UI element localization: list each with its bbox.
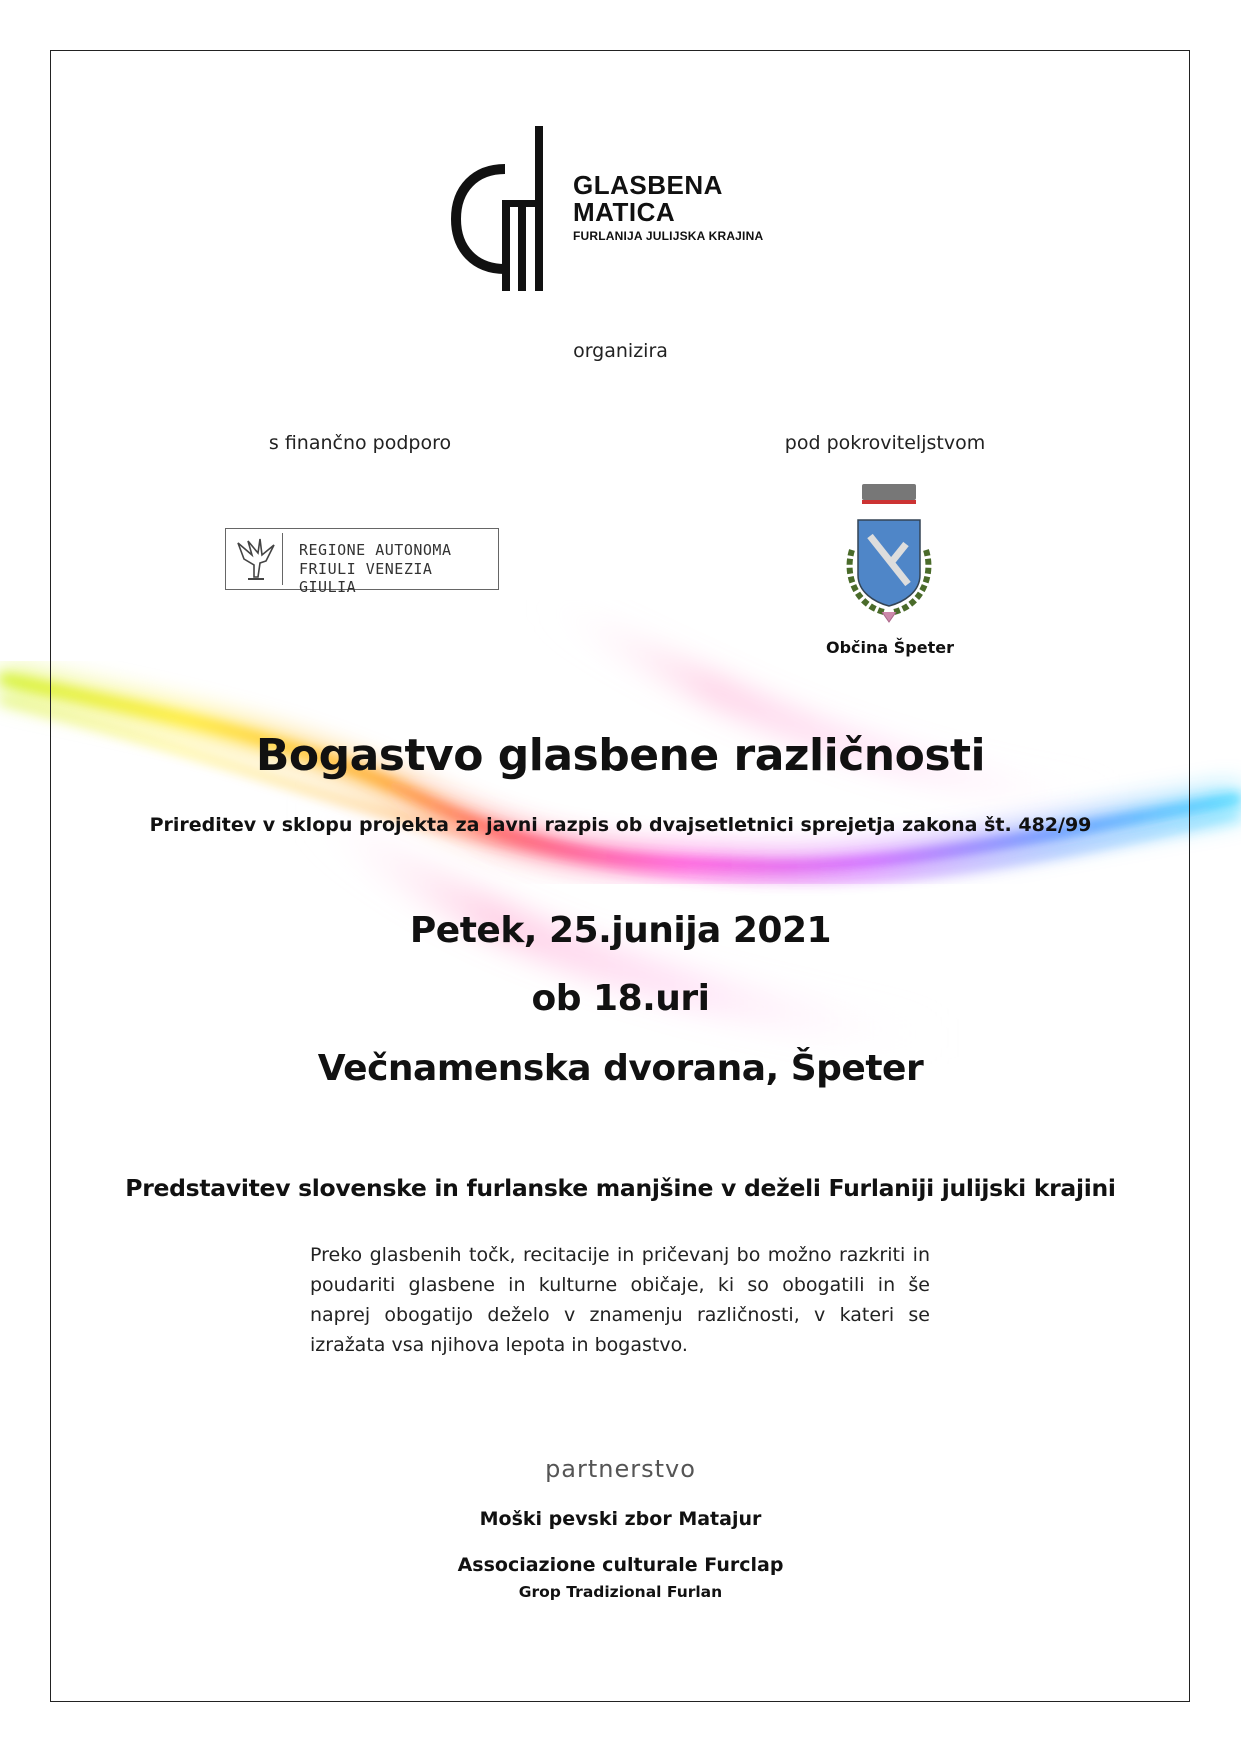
region-logo-line1: REGIONE AUTONOMA	[299, 541, 452, 559]
logo-line3: FURLANIJA JULIJSKA KRAJINA	[573, 229, 764, 243]
logo-wordmark	[573, 172, 763, 243]
municipality-label: Občina Špeter	[826, 638, 954, 657]
organizer-label: organizira	[573, 340, 668, 362]
event-subtitle: Prireditev v sklopu projekta za javni razpis ob dvajsetletnici sprejetja zakona št. 482/99	[149, 814, 1092, 836]
event-venue: Večnamenska dvorana, Špeter	[317, 1048, 924, 1089]
municipality-crest-icon	[834, 480, 944, 630]
partner-2: Associazione culturale Furclap	[457, 1554, 784, 1576]
event-description: Preko glasbenih točk, recitacije in pričevanj bo možno razkriti in poudariti glasbene in kulturne običaje, ki so obogatili in še naprej obogatijo deželo v znamenju različnosti, v kateri se izražata vsa njihova lepota in bogastvo.	[310, 1244, 930, 1356]
logo-line1: GLASBENA	[573, 170, 723, 200]
event-time: ob 18.uri	[531, 978, 710, 1019]
partners-heading: partnerstvo	[545, 1455, 696, 1483]
partner-2-subtitle: Grop Tradizional Furlan	[518, 1583, 723, 1601]
event-title: Bogastvo glasbene različnosti	[255, 730, 986, 781]
patronage-label: pod pokroviteljstvom	[784, 432, 986, 454]
logo-line2: MATICA	[573, 197, 676, 227]
financial-support-label: s finančno podporo	[268, 432, 452, 454]
glasbena-matica-logo-icon	[450, 124, 560, 294]
eagle-icon	[230, 533, 283, 585]
region-fvg-logo	[225, 528, 499, 596]
presentation-heading: Predstavitev slovenske in furlanske manjšine v deželi Furlaniji julijski krajini	[125, 1174, 1116, 1202]
partner-1: Moški pevski zbor Matajur	[479, 1508, 762, 1530]
region-logo-line2: FRIULI VENEZIA GIULIA	[299, 560, 433, 596]
event-date: Petek, 25.junija 2021	[409, 910, 832, 951]
